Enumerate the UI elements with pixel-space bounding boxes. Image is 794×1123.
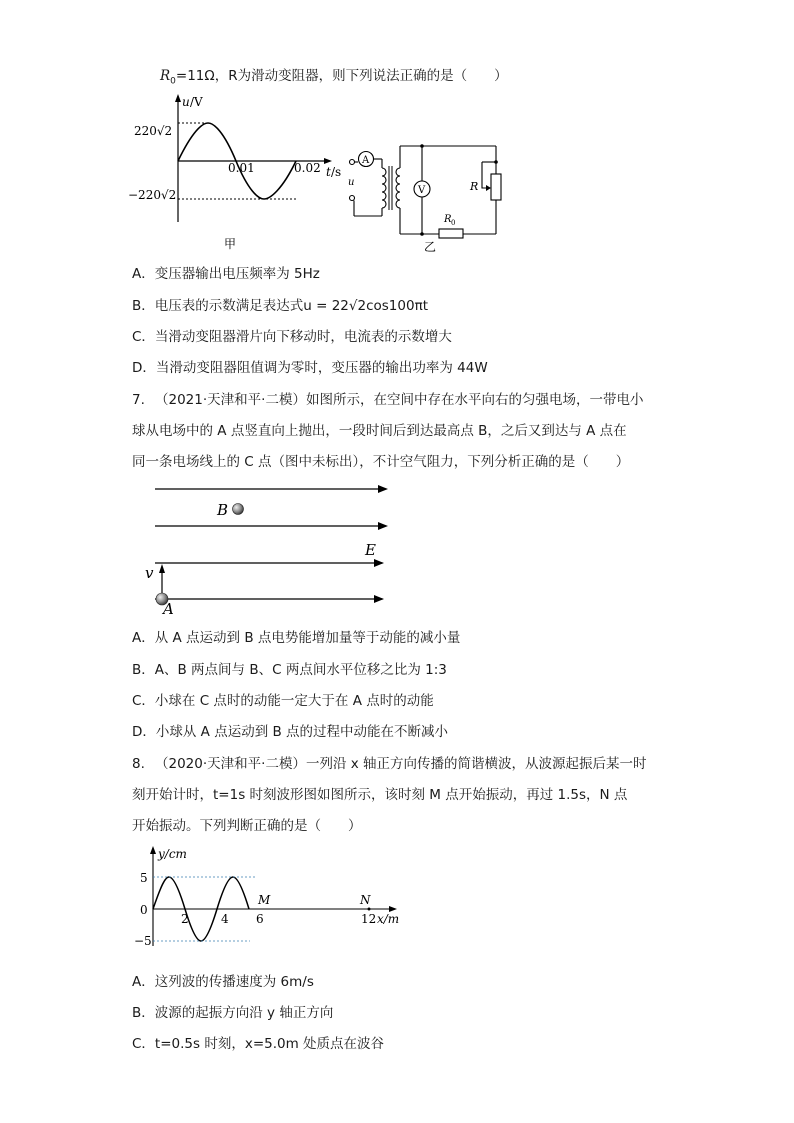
ball-b xyxy=(233,504,244,515)
yi-slider-arrow xyxy=(486,185,491,191)
jia-t-arrow xyxy=(324,158,332,164)
jia-tick-002: 0.02 xyxy=(294,161,321,175)
label-e: E xyxy=(365,541,376,559)
field-arrow-3 xyxy=(374,559,384,567)
yi-label-r: R xyxy=(470,180,479,193)
yi-voltmeter-label: V xyxy=(418,185,426,196)
wave-y-label: y/cm xyxy=(158,847,187,861)
q8-number: 8. xyxy=(132,756,145,772)
yi-primary-coil xyxy=(382,168,386,208)
q6-figure-yi xyxy=(340,138,510,256)
yi-caption: 乙 xyxy=(424,240,437,254)
yi-ammeter-label: A xyxy=(362,155,370,166)
q8-option-c: C．t=0.5s 时刻，x=5.0m 处质点在波谷 xyxy=(132,1036,385,1052)
wave-y-pos: 5 xyxy=(140,871,148,885)
field-arrow-1 xyxy=(378,485,388,493)
field-arrow-2 xyxy=(378,522,388,530)
jia-u-arrow xyxy=(175,94,181,102)
q7-figure xyxy=(140,478,400,618)
wave-x-4: 4 xyxy=(221,912,229,926)
yi-slider-wire xyxy=(482,162,489,188)
velocity-arrow xyxy=(159,564,165,573)
wave-x-12: 12 xyxy=(361,912,377,926)
yi-secondary-coil xyxy=(396,168,400,208)
q7-option-c: C．小球在 C 点时的动能一定大于在 A 点时的动能 xyxy=(132,693,434,709)
yi-rheostat xyxy=(491,174,501,200)
yi-label-r0-sub: 0 xyxy=(451,219,456,227)
q6-option-a: A．变压器输出电压频率为 5Hz xyxy=(132,266,320,282)
wave-x-label: x/m xyxy=(377,912,400,926)
jia-neg-amp: −220√2 xyxy=(128,188,177,202)
wave-y-neg: −5 xyxy=(134,934,152,948)
q8-figure xyxy=(134,842,408,952)
q6-stem-r: R xyxy=(160,68,171,84)
q7-option-d: D．小球从 A 点运动到 B 点的过程中动能在不断减小 xyxy=(132,724,449,740)
wave-y-zero: 0 xyxy=(140,903,148,917)
q7-number: 7. xyxy=(132,392,145,408)
q8-option-b: B．波源的起振方向沿 y 轴正方向 xyxy=(132,1005,334,1021)
q6-stem xyxy=(160,66,508,92)
q8-line-2: 刻开始计时，t=1s 时刻波形图如图所示，该时刻 M 点开始振动，再过 1.5s，N 点 xyxy=(132,787,628,803)
yi-source-u: u xyxy=(348,177,355,188)
q7-line-1: （2021·天津和平·二模）如图所示，在空间中存在水平向右的匀强电场，一带电小 xyxy=(155,392,644,408)
wave-point-n xyxy=(368,908,371,911)
label-v: v xyxy=(145,564,154,582)
q6-option-b: B．电压表的示数满足表达式u = 22√2cos100πt xyxy=(132,298,428,314)
jia-t-label: t xyxy=(326,165,331,179)
wave-y-arrow xyxy=(150,846,156,854)
jia-u-unit: /V xyxy=(190,95,203,109)
yi-label-r0: R xyxy=(444,214,452,225)
label-b: B xyxy=(217,501,229,519)
wave-label-m: M xyxy=(258,893,271,907)
wave-x-2: 2 xyxy=(181,912,189,926)
q6-stem-sub: 0 xyxy=(170,76,176,87)
q8-line-3: 开始振动。下列判断正确的是（ ） xyxy=(132,818,362,834)
q7-line-2: 球从电场中的 A 点竖直向上抛出，一段时间后到达最高点 B，之后又到达与 A 点在 xyxy=(132,423,627,439)
q8-line-1: （2020·天津和平·二模）一列沿 x 轴正方向传播的简谐横波，从波源起振后某一时 xyxy=(155,756,647,772)
jia-u-label: u xyxy=(182,95,190,109)
yi-resistor-r0 xyxy=(439,229,463,238)
field-arrow-4 xyxy=(374,595,384,603)
q7-line-3: 同一条电场线上的 C 点（图中未标出），不计空气阻力，下列分析正确的是（ ） xyxy=(132,454,630,470)
q6-figure-jia xyxy=(130,92,340,252)
yi-terminal-bottom xyxy=(350,196,355,201)
yi-terminal-top xyxy=(350,160,355,165)
wave-label-n: N xyxy=(360,893,371,907)
label-a: A xyxy=(163,600,174,618)
q7-option-a: A．从 A 点运动到 B 点电势能增加量等于动能的减小量 xyxy=(132,630,461,646)
jia-tick-001: 0.01 xyxy=(228,161,255,175)
q6-stem-rest: =11Ω，R为滑动变阻器，则下列说法正确的是（ ） xyxy=(175,68,508,84)
q7-option-b: B．A、B 两点间与 B、C 两点间水平位移之比为 1:3 xyxy=(132,662,447,678)
jia-pos-amp: 220√2 xyxy=(134,124,173,138)
jia-t-unit: /s xyxy=(331,165,342,179)
wave-x-6: 6 xyxy=(256,912,264,926)
q6-option-c: C．当滑动变阻器滑片向下移动时，电流表的示数增大 xyxy=(132,329,452,345)
q6-option-d: D．当滑动变阻器阻值调为零时，变压器的输出功率为 44W xyxy=(132,360,488,376)
jia-caption: 甲 xyxy=(224,237,237,251)
q8-option-a: A．这列波的传播速度为 6m/s xyxy=(132,974,314,990)
